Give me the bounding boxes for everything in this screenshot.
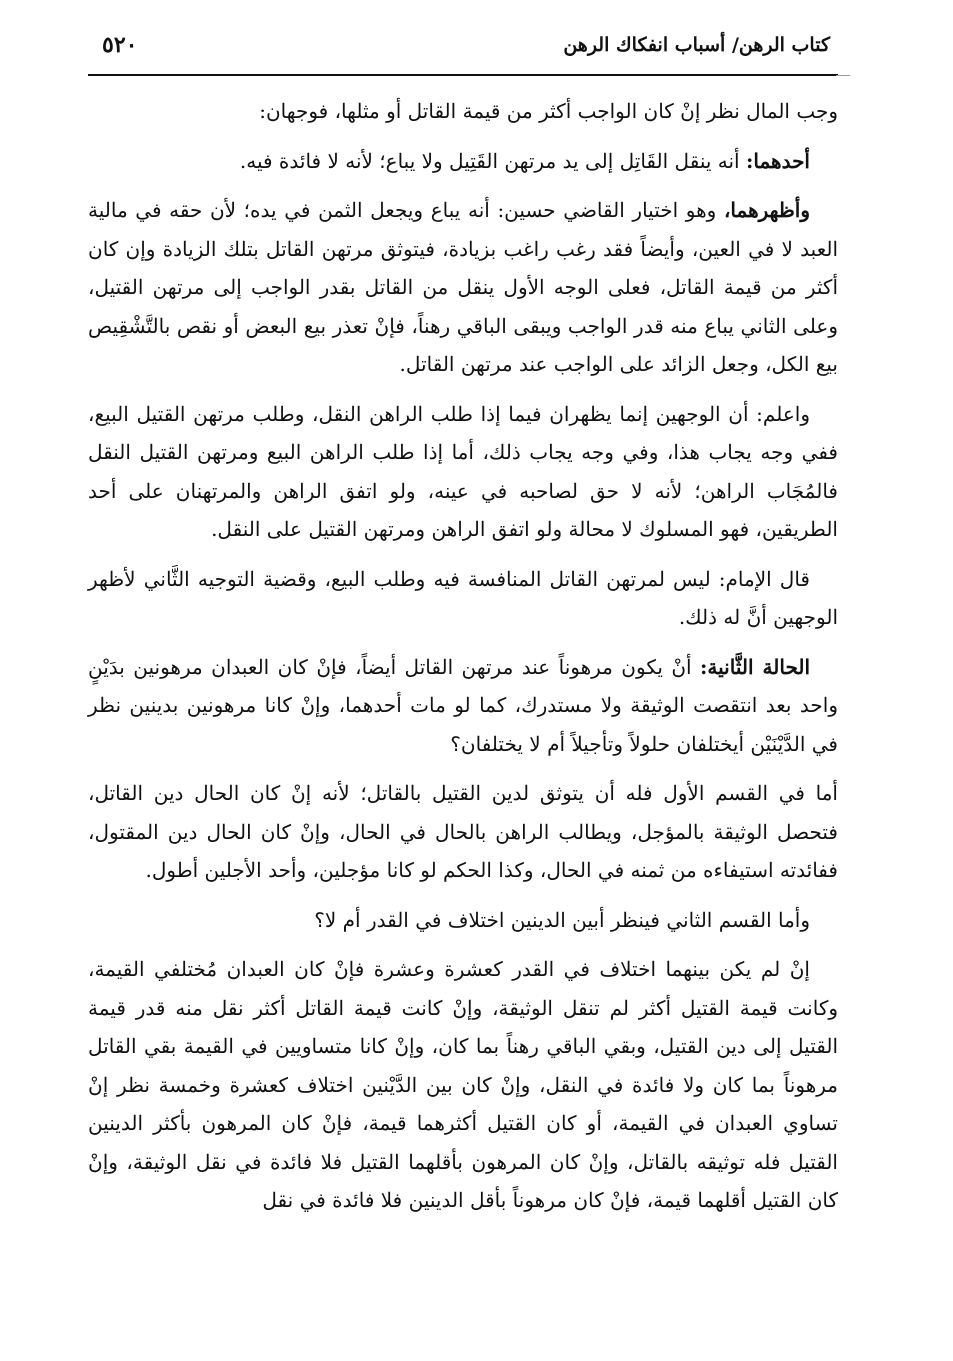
- paragraph-text: أنه ينقل القَاتِل إلى يد مرتهن القَتِيل ولا يباع؛ لأنه لا فائدة فيه.: [239, 148, 746, 173]
- paragraph: [88, 142, 838, 181]
- paragraph-lead: أحدهما:: [745, 148, 810, 173]
- paragraph-text: وجب المال نظر إنْ كان الواجب أكثر من قيمة القاتل أو مثلها، فوجهان:: [259, 99, 838, 123]
- paragraph: [88, 950, 838, 1220]
- paragraph: [88, 774, 838, 890]
- paragraph-lead: الحالة الثَّانية:: [700, 654, 811, 679]
- paragraph: [88, 191, 838, 384]
- paragraph-text: وهو اختيار القاضي حسين: أنه يباع ويجعل الثمن في يده؛ لأن حقه في مالية العبد لا في العين، وأيضاً فقد رغب راغب بزيادة، فيتوثق مرتهن القاتل بتلك الزيادة وإن كان أكثر من قيمة القاتل، فعلى الوجه الأول ينقل من القاتل بقدر الواجب إلى مرتهن القتيل، وعلى الثاني يباع منه قدر الواجب ويبقى الباقي رهناً، فإنْ تعذر بيع البعض أو نقص بالتَّشْقِيص بيع الكل، وجعل الزائد على الواجب عند مرتهن القاتل.: [88, 198, 838, 376]
- paragraph-text: واعلم: أن الوجهين إنما يظهران فيما إذا طلب الراهن النقل، وطلب مرتهن القتيل البيع، ففي وجه يجاب هذا، وفي وجه يجاب ذلك، أما إذا طلب الراهن البيع ومرتهن القتيل النقل فالمُجَاب الراهن؛ لأنه لا حق لصاحبه في عينه، ولو اتفق الراهن والمرتهنان على أحد الطريقين، فهو المسلوك لا محالة ولو اتفق الراهن ومرتهن القتيل على النقل.: [88, 401, 838, 541]
- paragraph: [88, 395, 838, 549]
- scan-mark: [836, 75, 850, 76]
- paragraph: [88, 92, 838, 131]
- paragraph-text: أما في القسم الأول فله أن يتوثق لدين القتيل بالقاتل؛ لأنه إنْ كان الحال دين القاتل، فتحصل الوثيقة بالمؤجل، ويطالب الراهن بالحال في الحال، وإنْ كان الحال دين المقتول، ففائدته استيفاءه من ثمنه في الحال، وكذا الحكم لو كانا مؤجلين، وأحد الأجلين أطول.: [88, 781, 838, 882]
- paragraph-text: إنْ لم يكن بينهما اختلاف في القدر كعشرة وعشرة فإنْ كان العبدان مُختلفي القيمة، وكانت قيمة القتيل أكثر لم تنقل الوثيقة، وإنْ كانت قيمة القاتل أكثر نقل منه قدر قيمة القتيل إلى دين القتيل، وبقي الباقي رهناً بما كان، وإنْ كانا متساويين في القيمة بقي القاتل مرهوناً بما كان ولا فائدة في النقل، وإنْ كان بين الدَّيْنين اختلاف كعشرة وخمسة نظر إنْ تساوي العبدان في القيمة، أو كان القتيل أكثرهما قيمة، فإنْ كان المرهون بأكثر الدينين القتيل فله توثيقه بالقاتل، وإنْ كان المرهون بأقلهما القتيل فلا فائدة في نقل الوثيقة، وإنْ كان القتيل أقلهما قيمة، فإنْ كان مرهوناً بأقل الدينين فلا فائدة في نقل: [88, 957, 838, 1212]
- paragraph-text: أنْ يكون مرهوناً عند مرتهن القاتل أيضاً، فإنْ كان العبدان مرهونين بدَيْنٍ واحد بعد انتقصت الوثيقة ولا مستدرك، كما لو مات أحدهما، وإنْ كانا مرهونين بدينين نظر في الدَّيْنَيْن أيختلفان حلولاً وتأجيلاً أم لا يختلفان؟: [88, 654, 838, 756]
- page-header: [88, 20, 838, 76]
- body-text: [88, 92, 838, 1231]
- paragraph-text: قال الإمام: ليس لمرتهن القاتل المنافسة فيه وطلب البيع، وقضية التوجيه الثَّاني لأظهر الوجهين أنَّ له ذلك.: [88, 566, 838, 629]
- paragraph-text: وأما القسم الثاني فينظر أبين الدينين اختلاف في القدر أم لا؟: [314, 907, 810, 932]
- paragraph: [88, 648, 838, 764]
- book-page: [88, 20, 838, 1340]
- paragraph: [88, 560, 838, 637]
- running-header-title: كتاب الرهن/ أسباب انفكاك الرهن: [563, 34, 830, 56]
- paragraph-lead: وأظهرهما،: [723, 198, 810, 222]
- page-number: ٥٢٠: [102, 32, 138, 58]
- paragraph: [88, 901, 838, 940]
